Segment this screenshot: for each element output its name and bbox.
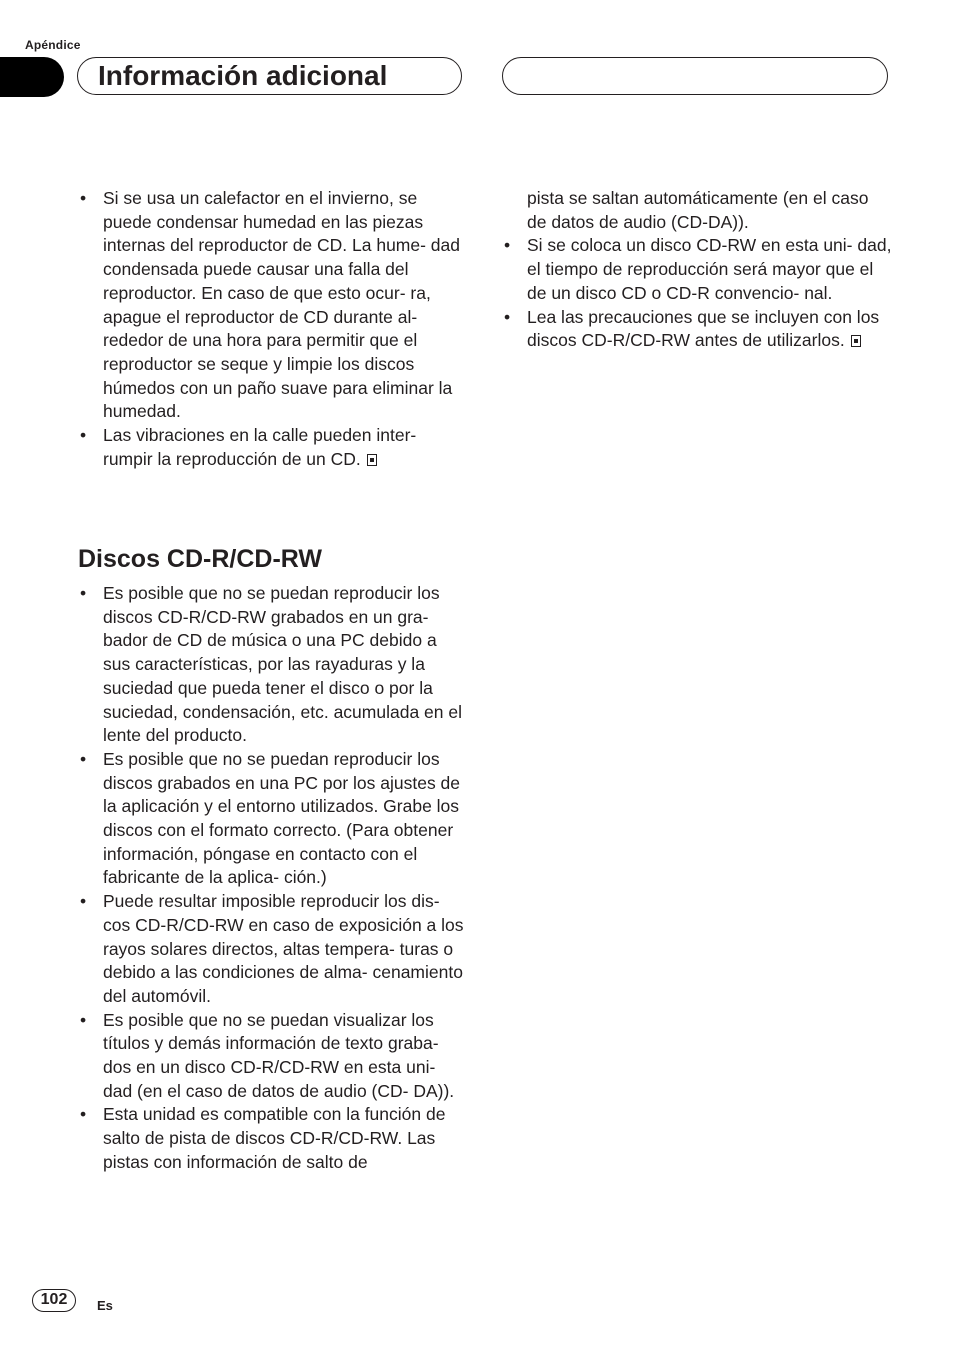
right-title-box [502, 57, 888, 95]
list-item-text: Es posible que no se puedan reproducir los discos CD-R/CD-RW grabados en un gra- bador de CD de música o una PC debido a sus características, por las rayaduras y la suciedad que pueda tener el disco o por la suciedad, condensación, etc. acumulada en el lente del producto. [103, 583, 462, 746]
page-title: Información adicional [98, 60, 388, 91]
cd-section-list [78, 582, 468, 1175]
list-item-text: Esta unidad es compatible con la función de salto de pista de discos CD-R/CD-RW. Las pistas con información de salto de [103, 1104, 446, 1172]
list-item [78, 424, 468, 471]
list-item [78, 1103, 468, 1174]
end-of-section-icon [367, 454, 377, 466]
end-of-section-icon [851, 335, 861, 347]
list-item [78, 582, 468, 748]
bullet-icon: • [80, 583, 87, 603]
page-number: 102 [32, 1289, 76, 1312]
list-item-text: Es posible que no se puedan reproducir los discos grabados en una PC por los ajustes de la aplicación y el entorno utilizados. Grabe los discos con el formato correcto. (Para obtener información, póngase en contacto con el fabricante de la aplica- ción.) [103, 748, 461, 888]
section-tab-marker [0, 57, 64, 97]
right-column [502, 187, 892, 353]
left-column-top [78, 187, 468, 471]
list-item [502, 306, 892, 353]
bullet-icon: • [504, 306, 511, 327]
list-item [502, 234, 892, 305]
list-item-text: Es posible que no se puedan visualizar los títulos y demás información de texto graba- dos en un disco CD-R/CD-RW en esta uni- dad (en el caso de datos de audio (CD- DA)). [103, 1009, 455, 1101]
page-title-box [77, 57, 462, 95]
list-item [78, 187, 468, 424]
list-item [78, 1009, 468, 1104]
list-item-text: Si se coloca un disco CD-RW en esta uni- dad, el tiempo de reproducción será mayor que el de un disco CD o CD-R convencio- nal. [527, 235, 892, 303]
continued-text: pista se saltan automáticamente (en el caso de datos de audio (CD-DA)). [527, 188, 869, 232]
list-item-text: Si se usa un calefactor en el invierno, se puede condensar humedad en las piezas internas del reproductor de CD. La hume- dad condensada puede causar una falla del reproductor. En caso de que esto ocur- ra, apague el reproductor de CD durante al- rededor de una hora para permitir que el reproductor se seque y limpie los discos húmedos con un paño suave para eliminar la humedad. [103, 188, 461, 422]
bullet-icon: • [80, 1009, 87, 1030]
bullet-icon: • [80, 425, 87, 446]
section-label: Apéndice [25, 38, 81, 52]
language-code: Es [97, 1298, 113, 1313]
bullet-icon: • [80, 1104, 87, 1125]
list-item-text: Las vibraciones en la calle pueden inter- rumpir la reproducción de un CD. [103, 425, 417, 469]
list-item-text: Puede resultar imposible reproducir los dis- cos CD-R/CD-RW en caso de exposición a los rayos solares directos, altas tempera- turas o debido a las condiciones de alma- cenamiento del automóvil. [103, 891, 464, 1006]
section-heading: Discos CD-R/CD-RW [78, 545, 322, 573]
bullet-icon: • [80, 188, 87, 208]
bullet-icon: • [80, 748, 87, 769]
bullet-icon: • [80, 891, 87, 912]
list-item [78, 748, 468, 890]
bullet-icon: • [504, 235, 511, 256]
list-item [78, 890, 468, 1009]
list-item-text: Lea las precauciones que se incluyen con los discos CD-R/CD-RW antes de utilizarlos. [527, 306, 880, 351]
